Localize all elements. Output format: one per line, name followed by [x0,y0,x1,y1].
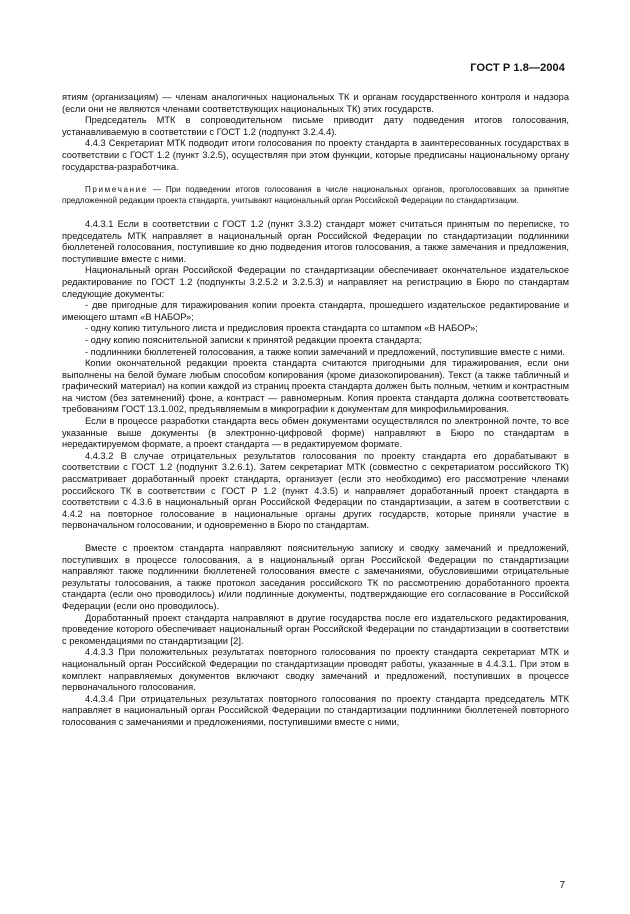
paragraph: Национальный орган Российской Федерации по стандартизации обеспечивает окончательное издательское редактирование по ГОСТ 1.2 (подпункты 3.2.5.2 и 3.2.5.3) и направляет на регистрацию в Бюро по стандартам следующие документы: [62,265,569,299]
paragraph: Вместе с проектом стандарта направляют пояснительную записку и сводку замечаний и предложений, поступивших в процессе голосования, а в национальный орган Российской Федерации по стандартизации направляют также подлинники бюллетеней голосования вместе с замечаниями, обусловившими отрицательные результаты голосования, а также протокол заседания российского ТК по рассмотрению доработанного проекта стандарта (если оно проводилось) и/или подлинные документы, подтверждающие его согласование в Российской Федерации (если оно проводилось). [62,543,569,611]
note-label: Примечание [85,185,148,195]
list-item: - одну копию титульного листа и предисловия проекта стандарта со штампом «В НАБОР»; [85,323,478,334]
note-text: — При подведении итогов голосования в числе национальных органов, проголосовавших за принятие предложенной редакции проекта стандарта, учитывают национальный орган Российской Федерации по стандартизации. [62,185,569,205]
page-header-standard-code: ГОСТ Р 1.8—2004 [470,62,565,74]
paragraph: 4.4.3.2 В случае отрицательных результатов голосования по проекту стандарта его дорабатывают в соответствии с ГОСТ 1.2 (подпункт 3.2.6.1). Затем секретариат МТК (совместно с секретариатом российского ТК) рассматривает доработанный проект стандарта, организует (если это необходимо) его рассмотрение членами российского ТК в соответствии с ГОСТ Р 1.2 (пункт 4.3.5) и направляет доработанный проект стандарта в соответствии с 4.3.6 в национальный орган Российской Федерации по стандартизации, а затем в соответствии с 4.4.2 на повторное голосование в национальные органы других государств, которые приняли участие в первоначальном голосовании, и одновременно в Бюро по стандартам. [62,450,569,531]
note [62,185,569,206]
list-item: - подлинники бюллетеней голосования, а также копии замечаний и предложений, поступившие вместе с ними. [85,346,565,357]
paragraph: 4.4.3.3 При положительных результатах повторного голосования по проекту стандарта секретариат МТК и национальный орган Российской Федерации по стандартизации проводят работы, указанные в 4.4.3.1. При этом в комплект направляемых документов включают сводку замечаний и предложений, поступивших в процессе первоначального голосования. [62,647,569,693]
paragraph: 4.4.3.4 При отрицательных результатах повторного голосования по проекту стандарта председатель МТК направляет в национальный орган Российской Федерации по стандартизации подлинники бюллетеней повторного голосования с замечаниями и предложениями, поступившими вместе с ними, [62,693,569,727]
list-item: - две пригодные для тиражирования копии проекта стандарта, прошедшего издательское редактирование и имеющего штамп «В НАБОР»; [62,300,569,322]
paragraph: Председатель МТК в сопроводительном письме приводит дату подведения итогов голосования, устанавливаемую в соответствии с ГОСТ 1.2 (подпункт 3.2.4.4). [62,115,569,137]
paragraph: 4.4.3.1 Если в соответствии с ГОСТ 1.2 (пункт 3.3.2) стандарт может считаться принятым по переписке, то председатель МТК направляет в национальный орган Российской Федерации по стандартизации подлинники бюллетеней голосования, поступившие ко дню подведения итогов голосования, а также замечания и предложения, поступившие вместе с ними. [62,218,569,264]
page-number: 7 [559,880,565,891]
document-body [62,92,569,729]
paragraph: 4.4.3 Секретариат МТК подводит итоги голосования по проекту стандарта в заинтересованных государствах в соответствии с ГОСТ 1.2 (пункт 3.2.5), осуществляя при этом функции, которые предписаны национальному органу государства-разработчика. [62,138,569,172]
paragraph: Если в процессе разработки стандарта весь обмен документами осуществлялся по электронной почте, то все указанные выше документы (в электронно-цифровой форме) направляют в Бюро по стандартам в нередактируемом формате, а проект стандарта — в редактируемом формате. [62,416,569,450]
paragraph: Доработанный проект стандарта направляют в другие государства после его издательского редактирования, проведение которого обеспечивает национальный орган Российской Федерации по стандартизации в соответствии с рекомендациями по стандартизации [2]. [62,612,569,646]
list-item: - одну копию пояснительной записки к принятой редакции проекта стандарта; [85,334,422,345]
paragraph: Копии окончательной редакции проекта стандарта считаются пригодными для тиражирования, если они выполнены на белой бумаге любым способом копирования (кроме диазокопирования). Текст (а также табличный и графический материал) на копии каждой из страниц проекта стандарта должен быть полным, четким и контрастным на чистом (без затемнений) фоне, а контраст — равномерным. Копия проекта стандарта должна соответствовать требованиям ГОСТ 13.1.002, предъявляемым в микрографии к документам для микрофильмирования. [62,358,569,415]
paragraph: ятиям (организациям) — членам аналогичных национальных ТК и органам государственного контроля и надзора (если они не являются членами соответствующих национальных ТК) этих государств. [62,92,569,114]
